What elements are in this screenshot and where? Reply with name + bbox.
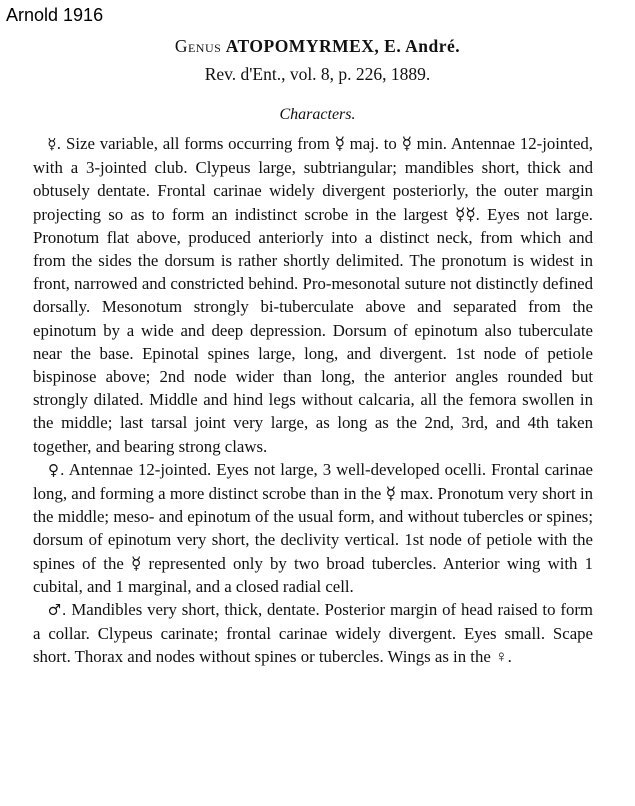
body-text bbox=[33, 132, 593, 669]
genus-heading bbox=[0, 36, 635, 57]
genus-name: ATOPOMYRMEX, E. André. bbox=[225, 36, 461, 56]
genus-word: Genus bbox=[174, 36, 222, 56]
worker-text: Size variable, all forms occurring from ☿ maj. to ☿ min. Antennae 12-jointed, with a 3-jointed club. Clypeus large, subtriangular; mandibles short, thick and obtusely dentate. Frontal carinae widely divergent posteriorly, the outer margin projecting so as to form an indistinct scrobe in the largest ☿☿. Eyes not large. Pronotum flat above, produced anteriorly into a distinct neck, from which and from the sides the dorsum is rather shortly delimited. The pronotum is widest in front, narrowed and constricted behind. Pro-mesonotal suture not distinctly defined dorsally. Mesonotum strongly bi-tuberculate above and separated from the epinotum by a wide and deep depression. Dorsum of epinotum also tuberculate near the base. Epinotal spines large, long, and divergent. 1st node of petiole bispinose above; 2nd node wider than long, the anterior angles rounded but strongly dilated. Middle and hind legs without calcaria, all the femora swollen in the middle; last tarsal joint very large, as long as the 2nd, 3rd, and 4th taken together, and bearing strong claws. bbox=[33, 134, 594, 456]
reference-line: Rev. d'Ent., vol. 8, p. 226, 1889. bbox=[204, 64, 431, 84]
worker-paragraph bbox=[33, 132, 593, 458]
male-symbol: ♂. bbox=[47, 601, 67, 620]
male-text: Mandibles very short, thick, dentate. Posterior margin of head raised to form a collar. Clypeus carinate; frontal carinae widely divergent. Eyes small. Scape short. Thorax and nodes without spines or tubercles. Wings as in the ♀. bbox=[33, 600, 593, 667]
source-label: Arnold 1916 bbox=[6, 5, 104, 25]
worker-symbol: ☿. bbox=[47, 135, 62, 153]
female-paragraph bbox=[33, 458, 593, 598]
section-title: Characters. bbox=[279, 106, 356, 123]
female-text: Antennae 12-jointed. Eyes not large, 3 well-developed ocelli. Frontal carinae long, and forming a more distinct scrobe than in the ☿ max. Pronotum very short in the middle; meso- and epinotum of the usual form, and without tubercles or spines; dorsum of epinotum very short, the declivity vertical. 1st node of petiole with the spines of the ☿ represented only by two broad tubercles. Anterior wing with 1 cubital, and 1 marginal, and a closed radial cell. bbox=[33, 459, 593, 596]
female-symbol: ♀. bbox=[48, 460, 65, 479]
male-paragraph bbox=[33, 598, 593, 669]
